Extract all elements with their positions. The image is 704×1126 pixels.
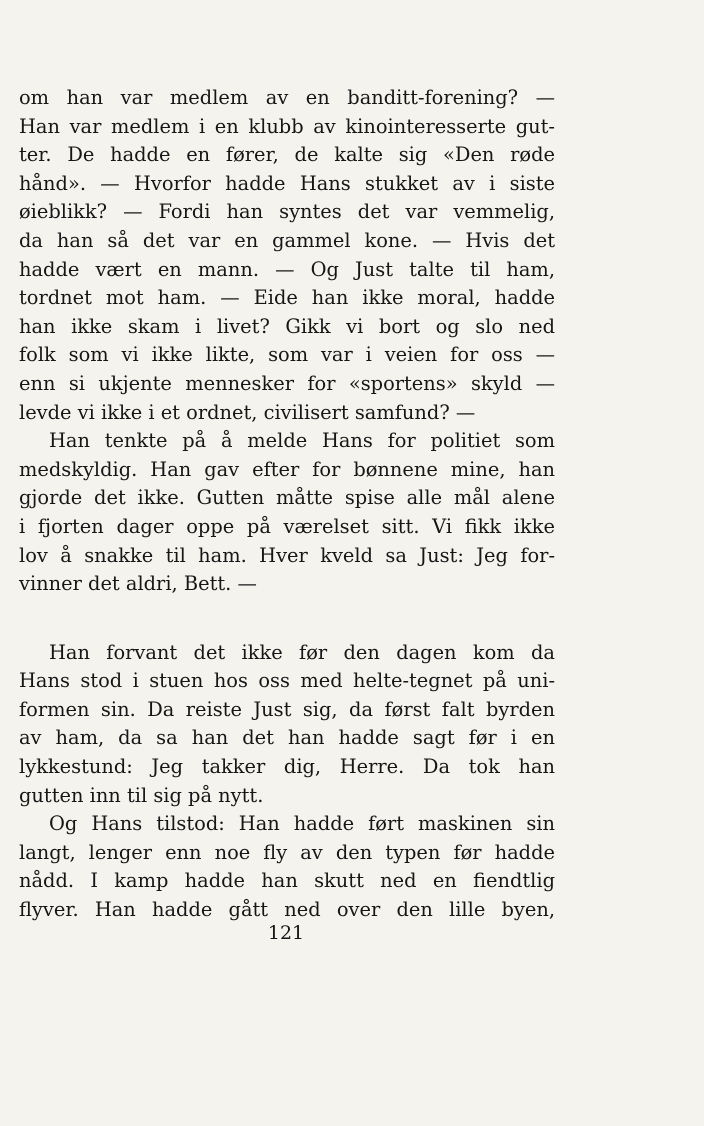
text-line: langt, lenger enn noe fly av den typen før hadde	[19, 840, 555, 864]
text-line: Han var medlem i en klubb av kinointeresserte gut-	[19, 114, 555, 138]
text-line: gutten inn til sig på nytt.	[19, 783, 264, 807]
text-line: flyver. Han hadde gått ned over den lille byen,	[19, 898, 555, 922]
text-line: formen sin. Da reiste Just sig, da først falt byrden	[19, 697, 555, 721]
text-line: i fjorten dager oppe på værelset sitt. Vi fikk ikke	[19, 514, 555, 538]
text-line: Og Hans tilstod: Han hadde ført maskinen sin	[49, 812, 555, 836]
page-number: 121	[267, 922, 305, 944]
text-line: hadde vært en mann. — Og Just talte til ham,	[19, 257, 555, 281]
text-line: han ikke skam i livet? Gikk vi bort og slo ned	[19, 314, 555, 338]
paragraph	[19, 427, 555, 599]
text-line: levde vi ikke i et ordnet, civilisert samfund? —	[19, 400, 476, 424]
text-line: øieblikk? — Fordi han syntes det var vemmelig,	[19, 200, 555, 224]
paragraph	[19, 84, 555, 427]
text-line: Han forvant det ikke før den dagen kom da	[49, 640, 555, 664]
text-line: da han så det var en gammel kone. — Hvis det	[19, 228, 555, 252]
text-line: lov å snakke til ham. Hver kveld sa Just: Jeg for-	[19, 543, 555, 567]
text-line: vinner det aldri, Bett. —	[19, 572, 257, 596]
text-line: lykkestund: Jeg takker dig, Herre. Da tok han	[19, 755, 555, 779]
text-line: Hans stod i stuen hos oss med helte-tegnet på uni-	[19, 669, 555, 693]
text-line: ter. De hadde en fører, de kalte sig «Den røde	[19, 143, 555, 167]
text-line: gjorde det ikke. Gutten måtte spise alle mål alene	[19, 486, 555, 510]
page-text-body	[19, 84, 555, 925]
text-line: nådd. I kamp hadde han skutt ned en fiendtlig	[19, 869, 555, 893]
text-line: medskyldig. Han gav efter for bønnene mine, han	[19, 457, 555, 481]
section-break	[19, 599, 555, 639]
text-line: Han tenkte på å melde Hans for politiet som	[49, 429, 555, 453]
paragraph	[19, 639, 555, 811]
paragraph	[19, 810, 555, 924]
text-line: av ham, da sa han det han hadde sagt før i en	[19, 726, 555, 750]
text-line: hånd». — Hvorfor hadde Hans stukket av i siste	[19, 171, 555, 195]
text-line: tordnet mot ham. — Eide han ikke moral, hadde	[19, 286, 555, 310]
text-line: folk som vi ikke likte, som var i veien for oss —	[19, 343, 555, 367]
text-line: enn si ukjente mennesker for «sportens» skyld —	[19, 371, 555, 395]
text-line: om han var medlem av en banditt-forening? —	[19, 86, 555, 109]
